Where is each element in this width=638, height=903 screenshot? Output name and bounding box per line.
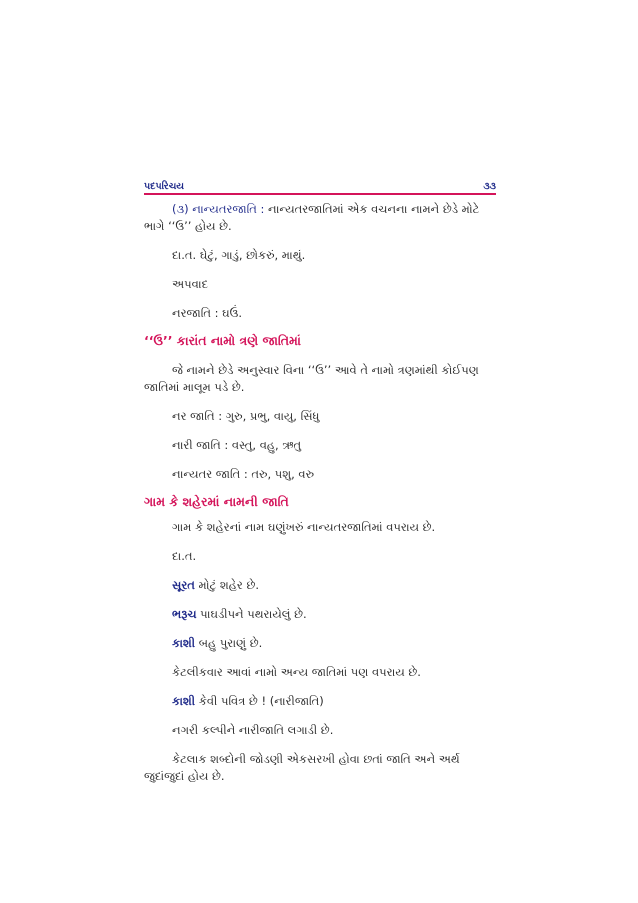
section-2-paragraph: ગામ કે શહેરનાં નામ ઘણુંખરું નાન્યતરજાતિમાં વપરાય છે.	[172, 519, 436, 534]
intro-text: નાન્યતરજાતિમાં એક વચનના નામને છેડે મોટે ભાગે ‘‘ઉ’’ હોય છે.	[144, 201, 480, 233]
city-term: ભરૂચ	[172, 606, 197, 621]
running-head	[144, 176, 496, 193]
city-term: કાશી	[172, 693, 196, 708]
city-term: સૂરત	[172, 577, 195, 592]
city-example	[144, 606, 496, 623]
city-example-feminine	[144, 693, 496, 710]
page-number: ૩૩	[483, 181, 496, 192]
section-heading-city-names: ગામ કે શહેરમાં નામની જાતિ	[144, 493, 289, 509]
running-head-title: પદપરિચય	[144, 181, 185, 192]
exception-line: નરજાતિ : ઘઉં.	[172, 305, 242, 320]
city-term: કાશી	[172, 635, 196, 650]
city-sentence: પાઘડીપને પથરાયેલું છે.	[196, 606, 307, 621]
city-sentence: કેવી પવિત્ર છે ! (નારીજાતિ)	[195, 693, 324, 708]
note-line: નગરી કલ્પીને નારીજાતિ લગાડી છે.	[172, 722, 334, 737]
gender-line-neuter: નાન્યતર જાતિ : તરુ, પશુ, વરુ	[172, 466, 315, 481]
city-example	[144, 635, 496, 652]
gender-line-masculine: નર જાતિ : ગુરુ, પ્રભુ, વાયુ, સિંધુ	[172, 408, 320, 423]
example-line: દા.ત. ઘેટું, ગાડું, છોકરું, માથું.	[172, 247, 306, 262]
exception-label: અપવાદ	[172, 276, 209, 291]
note-line: કેટલીકવાર આવાં નામો અન્ય જાતિમાં પણ વપરાય છે.	[172, 664, 421, 679]
gender-line-feminine: નારી જાતિ : વસ્તુ, વહુ, ઋતુ	[172, 437, 302, 452]
section-1-paragraph: જે નામને છેડે અનુસ્વાર વિના ‘‘ઉ’’ આવે તે નામો ત્રણમાંથી કોઈપણ જાતિમાં માલૂમ પડે છે.	[144, 362, 479, 394]
city-example	[144, 577, 496, 594]
city-sentence: મોટું શહેર છે.	[194, 577, 260, 592]
intro-label: (૩) નાન્યતરજાતિ :	[172, 201, 265, 216]
page-content	[144, 176, 496, 785]
closing-paragraph: કેટલાક શબ્દોની જોડણી એકસરખી હોવા છતાં જાતિ અને અર્થ જુદાંજુદાં હોય છે.	[144, 751, 460, 783]
city-sentence: બહુ પુરાણું છે.	[195, 635, 263, 650]
intro-paragraph	[144, 201, 496, 235]
header-rule	[144, 193, 496, 195]
example-label: દા.ત.	[172, 548, 197, 563]
section-heading-u-ending: ‘‘ઉ’’ કારાંત નામો ત્રણે જાતિમાં	[144, 332, 301, 348]
